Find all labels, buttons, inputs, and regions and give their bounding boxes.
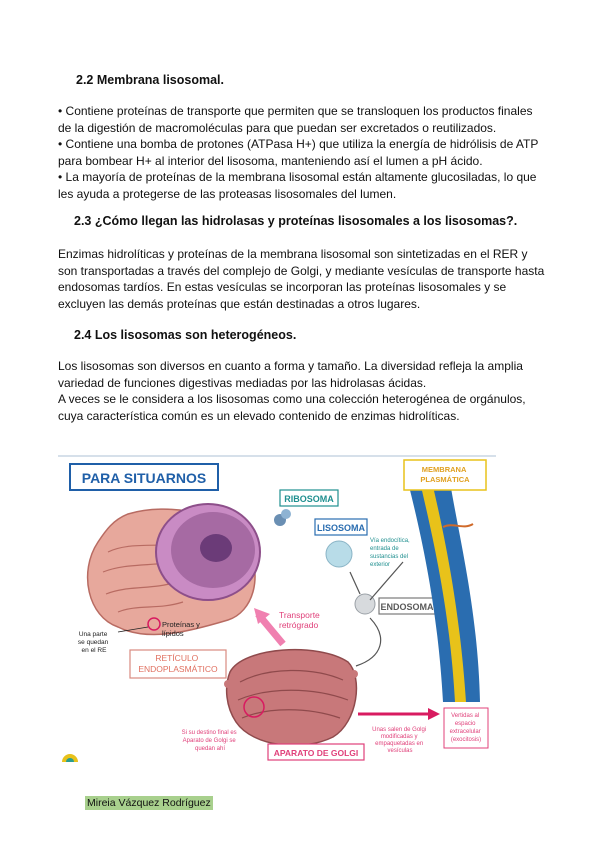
text-line: • La mayoría de proteínas de la membrana lisosomal están altamente glucosiladas, lo que xyxy=(58,170,537,184)
text-line: cuya característica común es un elevado contenido de enzimas hidrolíticas. xyxy=(58,408,460,423)
una-parte-label: Una parte se quedan en el RE xyxy=(77,631,109,654)
text-line: para bombear H+ al interior del lisosoma, manteniendo así el lumen a pH ácido. xyxy=(58,153,483,168)
text-line: • Contiene proteínas de transporte que permiten que se transloquen los productos finales xyxy=(58,104,533,118)
lysosome-illustration xyxy=(326,541,352,567)
plasma-membrane-illustration xyxy=(408,482,480,702)
text-line: excluyen las demás proteínas que están destinadas a otros lugares. xyxy=(58,296,421,311)
arrow-head xyxy=(428,708,440,720)
heading-heterogeneos: 2.4 Los lisosomas son heterogéneos. xyxy=(74,328,297,342)
text-line: son transportadas a través del complejo de Golgi, y mediante vesículas de transporte hasta xyxy=(58,263,545,278)
endosome-arrow xyxy=(356,618,381,666)
cell-diagram xyxy=(58,452,496,770)
si-su-destino-label: Si su destino final es Aparato de Golgi se quedan ahí xyxy=(181,730,237,752)
heading-hidrolasas: 2.3 ¿Cómo llegan las hidrolasas y proteínas lisosomales a los lisosomas?. xyxy=(74,214,518,228)
text-line: • Contiene una bomba de protones (ATPasa H+) que utiliza la energía de hidrólisis de ATP xyxy=(58,137,539,151)
text-line: endosomas tardíos. En estas vesículas se incorporan las proteínas lisosomales y se xyxy=(58,280,507,294)
via-endocitica-label: Vía endocítica, entrada de sustancias del exterior xyxy=(370,538,410,568)
lisosoma-label: LISOSOMA xyxy=(316,523,366,533)
endoplasmic-reticulum-illustration xyxy=(88,504,260,635)
proteinas-label: Proteínas y lípidos xyxy=(162,620,200,638)
transporte-label: Transporte retrógrado xyxy=(279,610,320,630)
golgi-label: APARATO DE GOLGI xyxy=(273,748,359,758)
figure-title: PARA SITUARNOS xyxy=(81,470,207,486)
ribosome-illustration xyxy=(274,509,291,526)
unas-salen-label: Unas salen de Golgi modificadas y empaquetadas en vesículas xyxy=(372,727,427,754)
paragraph-heterogeneos xyxy=(58,358,558,424)
author-name: Mireia Vázquez Rodríguez xyxy=(87,797,211,809)
text-line: A veces se le considera a los lisosomas como una colección heterogénea de orgánulos, xyxy=(58,392,526,406)
text-line: Los lisosomas son diversos en cuanto a forma y tamaño. La diversidad refleja la amplia xyxy=(58,359,523,373)
text-line: de la digestión de macromoléculas para que puedan ser excretados o reutilizados. xyxy=(58,120,497,135)
heading-membrana-lisosomal: 2.2 Membrana lisosomal. xyxy=(76,73,224,87)
reticulo-label: RETÍCULO ENDOPLASMÁTICO xyxy=(138,653,218,674)
text-line: les ayuda a protegerse de las proteasas lisosomales del lumen. xyxy=(58,186,397,201)
corner-logo-icon xyxy=(62,754,78,762)
endosoma-label: ENDOSOMA xyxy=(380,602,434,612)
ribosoma-label: RIBOSOMA xyxy=(284,494,334,504)
text-line: Enzimas hidrolíticas y proteínas de la membrana lisosomal son sintetizadas en el RER y xyxy=(58,247,528,261)
golgi-illustration xyxy=(224,650,358,746)
paragraph-membrana xyxy=(58,103,558,202)
lysosome-arrow xyxy=(350,572,360,594)
vertidas-label: Vertidas al espacio extracelular (exocitosis) xyxy=(449,713,482,743)
membrana-label: MEMBRANA PLASMÁTICA xyxy=(420,465,470,484)
text-line: variedad de funciones digestivas mediadas por las hidrolasas ácidas. xyxy=(58,375,427,390)
paragraph-hidrolasas xyxy=(58,246,558,312)
